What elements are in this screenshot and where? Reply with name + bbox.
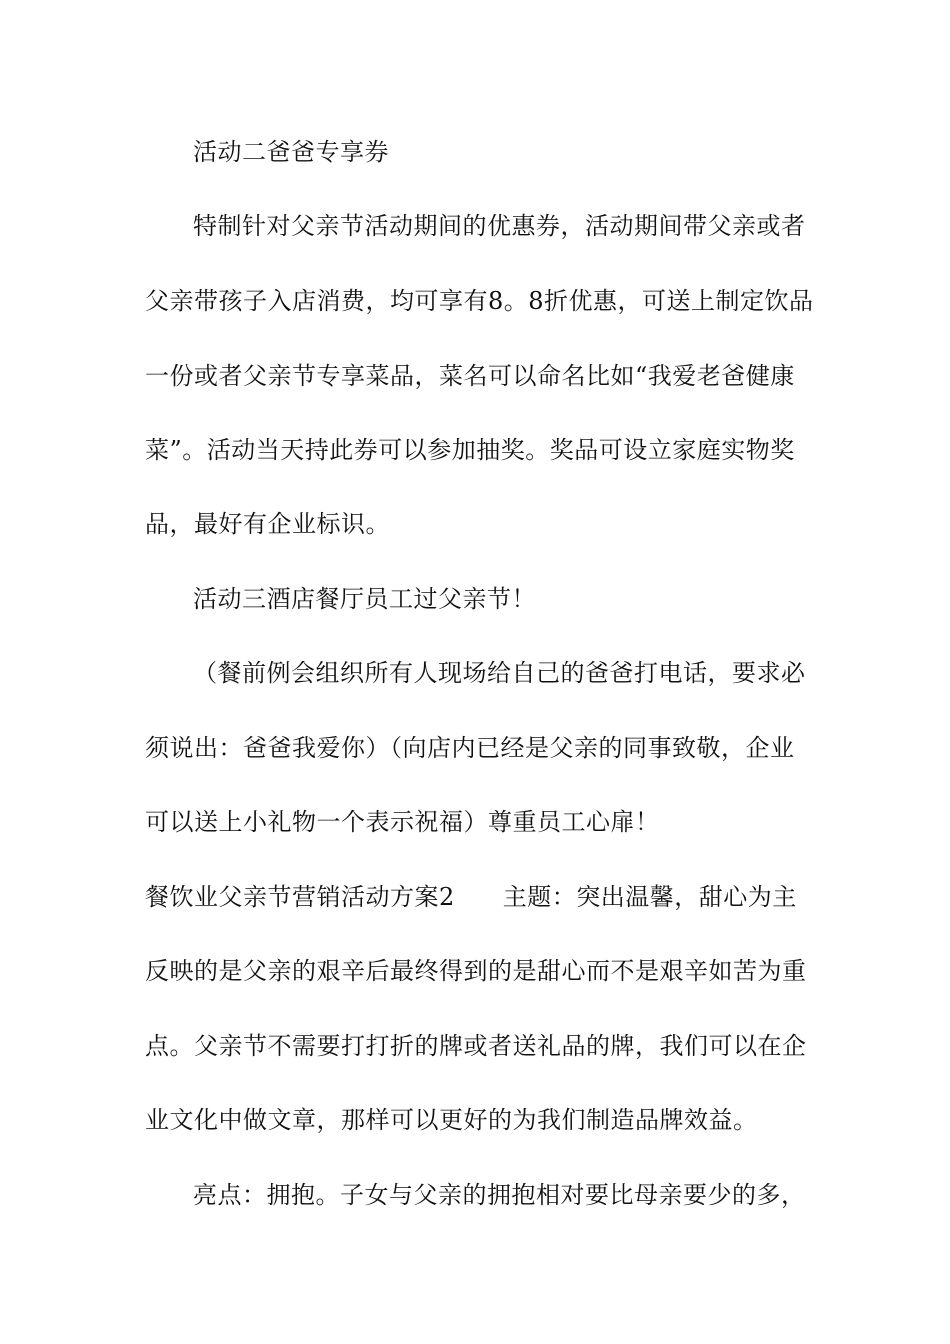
paragraph-line: 反映的是父亲的艰辛后最终得到的是甜心而不是艰辛如苦为重 [145, 957, 807, 985]
paragraph-line: 可以送上小礼物一个表示祝福）尊重员工心扉！ [145, 808, 660, 836]
paragraph-line: 父亲带孩子入店消费，均可享有8。8折优惠，可送上制定饮品 [145, 287, 814, 315]
section-title: 餐饮业父亲节营销活动方案2 [145, 883, 455, 911]
paragraph-line: 一份或者父亲节专享菜品，菜名可以命名比如“我爱老爸健康 [145, 362, 795, 390]
paragraph-line: 须说出：爸爸我爱你）（向店内已经是父亲的同事致敬，企业 [145, 734, 795, 762]
heading-activity-three: 活动三酒店餐厅员工过父亲节！ [193, 585, 536, 613]
highlight-line: 亮点：拥抱。子女与父亲的拥抱相对要比母亲要少的多， [193, 1181, 806, 1209]
paragraph-line: 点。父亲节不需要打打折的牌或者送礼品的牌，我们可以在企 [145, 1032, 807, 1060]
paragraph-line: （餐前例会组织所有人现场给自己的爸爸打电话，要求必 [193, 659, 806, 687]
paragraph-line: 品，最好有企业标识。 [145, 510, 390, 538]
section-title-line [145, 881, 810, 913]
paragraph-line: 菜”。活动当天持此券可以参加抽奖。奖品可设立家庭实物奖 [145, 436, 795, 464]
theme-text: 主题：突出温馨，甜心为主 [502, 883, 797, 911]
heading-activity-two: 活动二爸爸专享券 [193, 138, 389, 166]
paragraph-line: 特制针对父亲节活动期间的优惠券，活动期间带父亲或者 [193, 212, 806, 240]
paragraph-line: 业文化中做文章，那样可以更好的为我们制造品牌效益。 [145, 1106, 758, 1134]
